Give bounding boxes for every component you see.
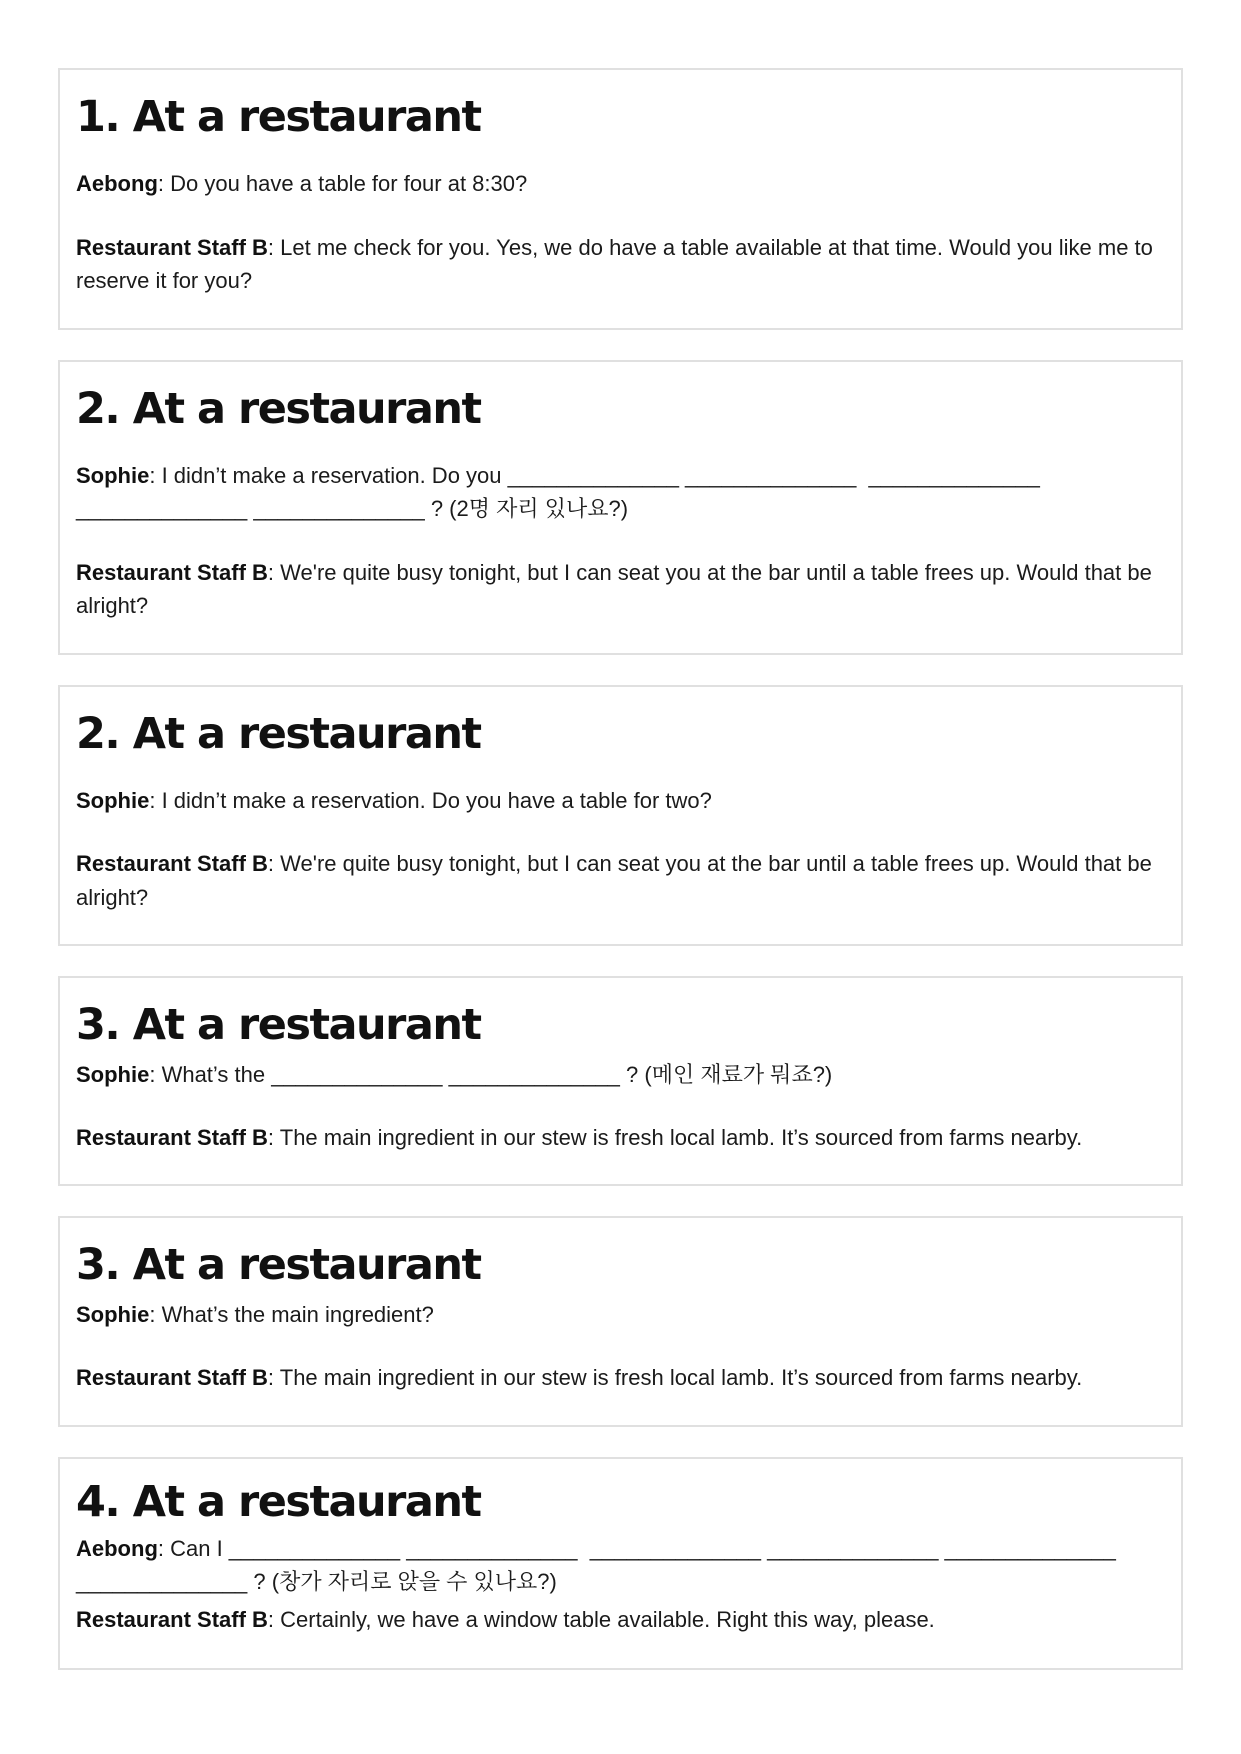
dialogue-section-3	[58, 685, 1183, 947]
dialogue-line	[76, 1532, 1155, 1599]
dialogue-line	[76, 1298, 1155, 1331]
dialogue-text-with-blanks: : What’s the ______________ ______________ ? (메인 재료가 뭐죠?)	[149, 1061, 833, 1087]
speaker-name: Aebong	[76, 171, 158, 197]
dialogue-line	[76, 847, 1158, 914]
dialogue-text: : We're quite busy tonight, but I can seat you at the bar until a table frees up. Would that be alright?	[76, 851, 1158, 910]
dialogue-text-with-blanks: : Can I ______________ ______________ ______________ ______________ ______________ ______________ ? (창가 자리로 앉을 수 있나요?)	[76, 1535, 1122, 1595]
section-heading: 3. At a restaurant	[76, 1000, 481, 1051]
section-heading: 2. At a restaurant	[76, 383, 481, 434]
speaker-name: Restaurant Staff B	[76, 851, 268, 877]
speaker-name: Sophie	[76, 1061, 150, 1087]
dialogue-line	[76, 784, 1155, 817]
speaker-name: Aebong	[76, 1535, 158, 1561]
speaker-name: Sophie	[76, 462, 150, 488]
dialogue-line	[76, 1058, 1155, 1091]
section-heading: 3. At a restaurant	[76, 1240, 481, 1291]
section-heading: 4. At a restaurant	[76, 1476, 481, 1527]
dialogue-section-2	[58, 360, 1183, 655]
section-heading: 2. At a restaurant	[76, 708, 481, 759]
dialogue-text: : We're quite busy tonight, but I can seat you at the bar until a table frees up. Would that be alright?	[76, 559, 1158, 619]
dialogue-line	[76, 556, 1158, 623]
dialogue-text: : Certainly, we have a window table available. Right this way, please.	[267, 1606, 935, 1632]
dialogue-line	[76, 459, 1155, 526]
dialogue-section-4	[58, 976, 1183, 1186]
dialogue-line	[76, 167, 1155, 200]
dialogue-text: : The main ingredient in our stew is fresh local lamb. It’s sourced from farms nearby.	[267, 1125, 1083, 1150]
speaker-name: Restaurant Staff B	[76, 234, 268, 260]
dialogue-text: : The main ingredient in our stew is fresh local lamb. It’s sourced from farms nearby.	[267, 1365, 1083, 1391]
speaker-name: Sophie	[76, 1301, 150, 1327]
dialogue-line	[76, 1603, 1155, 1636]
speaker-name: Restaurant Staff B	[76, 1125, 268, 1150]
dialogue-section-1	[58, 68, 1183, 330]
dialogue-text: : Do you have a table for four at 8:30?	[157, 171, 528, 197]
section-heading: 1. At a restaurant	[76, 92, 481, 142]
dialogue-text: : I didn’t make a reservation. Do you have a table for two?	[149, 787, 712, 813]
dialogue-section-6	[58, 1457, 1183, 1671]
speaker-name: Restaurant Staff B	[76, 559, 268, 585]
dialogue-text: : Let me check for you. Yes, we do have a table available at that time. Would you like me to reserve it for you?	[76, 234, 1160, 294]
speaker-name: Restaurant Staff B	[76, 1365, 268, 1391]
dialogue-line	[76, 231, 1160, 298]
speaker-name: Sophie	[76, 787, 150, 813]
dialogue-line	[76, 1361, 1155, 1394]
dialogue-text: : What’s the main ingredient?	[149, 1301, 434, 1327]
dialogue-text-with-blanks: : I didn’t make a reservation. Do you ______________ ______________ ______________ ______________ ______________ ? (2명 자리 있나요?)	[76, 462, 1046, 522]
dialogue-section-5	[58, 1216, 1183, 1426]
dialogue-line	[76, 1121, 1155, 1154]
speaker-name: Restaurant Staff B	[76, 1606, 268, 1632]
